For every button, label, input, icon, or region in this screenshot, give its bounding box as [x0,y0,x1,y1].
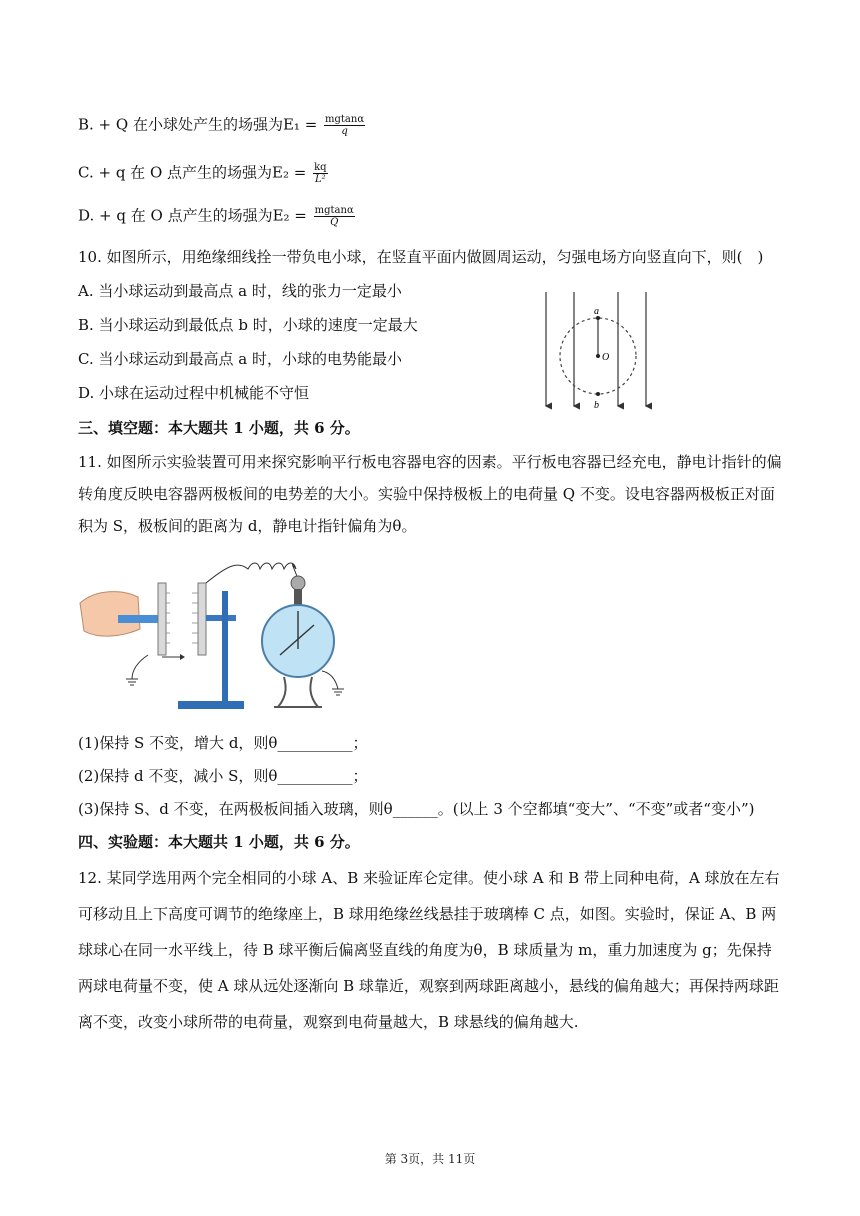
fraction-denominator: Q [330,217,339,228]
electrometer-ball [291,576,305,590]
section-heading-3: 三、填空题：本大题共 1 小题，共 6 分。 [78,419,360,437]
ground-wire-left [132,655,148,679]
label-b: b [594,400,599,411]
fraction-numerator: kq [314,162,327,173]
question-12-stem: 12. 某同学选用两个完全相同的小球 A、B 来验证库仑定律。使小球 A 和 B 带上同种电荷，A 球放在左右可移动且上下高度可调节的绝缘座上，B 球用绝缘丝线悬挂于玻璃棒 C 点，如图。实验时，保证 A、B 两球球心在同一水平线上，待 B 球平衡后偏离竖直线的角度为θ，B 球质量为 m，重力加速度为 g；先保持两球电荷量不变，使 A 球从远处逐渐向 B 球靠近，观察到两球距离越小，悬线的偏角越大；再保持两球距离不变，改变小球所带的电荷量，观察到电荷量越大，B 球悬线的偏角越大. [78,869,780,1031]
point-o [596,354,600,358]
label-o: O [602,352,610,363]
label-a: a [594,306,599,317]
question-11-part-2: (2)保持 d 不变，减小 S，则θ__________； [78,767,368,785]
fraction-denominator: L² [315,174,326,185]
question-11-part-1: (1)保持 S 不变，增大 d，则θ__________； [78,734,368,752]
option-q10-d: D. 小球在运动过程中机械能不守恒 [78,384,310,402]
ground-wire-right [322,671,338,689]
capacitor-electrometer-figure [78,555,358,715]
hand [80,592,140,636]
fraction [324,114,365,137]
fraction-numerator: mgtanα [314,205,354,216]
question-10-stem: 10. 如图所示，用绝缘细线拴一带负电小球，在竖直平面内做圆周运动，匀强电场方向竖直向下，则( ) [78,248,764,266]
option-q10-a: A. 当小球运动到最高点 a 时，线的张力一定最小 [78,282,402,300]
coil-wire [206,563,298,583]
stand-arm [206,615,236,621]
option-text: B. + Q 在小球处产生的场强为E₁ = [78,115,323,134]
option-q10-b: B. 当小球运动到最低点 b 时，小球的速度一定最大 [78,316,418,334]
question-11-part-3: (3)保持 S、d 不变，在两极板间插入玻璃，则θ______。(以上 3 个空都填“变大”、“不变”或者“变小”) [78,800,755,818]
section-heading-4: 四、实验题：本大题共 1 小题，共 6 分。 [78,833,360,851]
page-footer: 第 3页，共 11页 [384,1152,476,1166]
fraction [314,205,355,228]
electrometer-stand [278,677,318,707]
stand-base [178,701,244,709]
fraction-numerator: mgtanα [325,114,365,125]
left-plate [158,583,166,655]
fraction-denominator: q [341,126,348,137]
option-q9-b [78,114,365,137]
option-q9-c [78,162,328,185]
option-text: D. + q 在 O 点产生的场强为E₂ = [78,206,312,225]
point-b [596,392,600,396]
option-q10-c: C. 当小球运动到最高点 a 时，小球的电势能最小 [78,350,402,368]
option-q9-d [78,205,355,228]
option-text: C. + q 在 O 点产生的场强为E₂ = [78,163,312,182]
right-plate [198,583,206,655]
stand-pole [222,591,228,705]
electric-field-circle-figure [540,288,670,416]
fraction [313,162,327,185]
question-11-stem: 11. 如图所示实验装置可用来探究影响平行板电容器电容的因素。平行板电容器已经充电，静电计指针的偏转角度反映电容器两极板间的电势差的大小。实验中保持极板上的电荷量 Q 不变。设电容器两极板正对面积为 S，极板间的距离为 d，静电计指针偏角为θ。 [78,453,782,535]
insulating-rod [118,615,160,623]
